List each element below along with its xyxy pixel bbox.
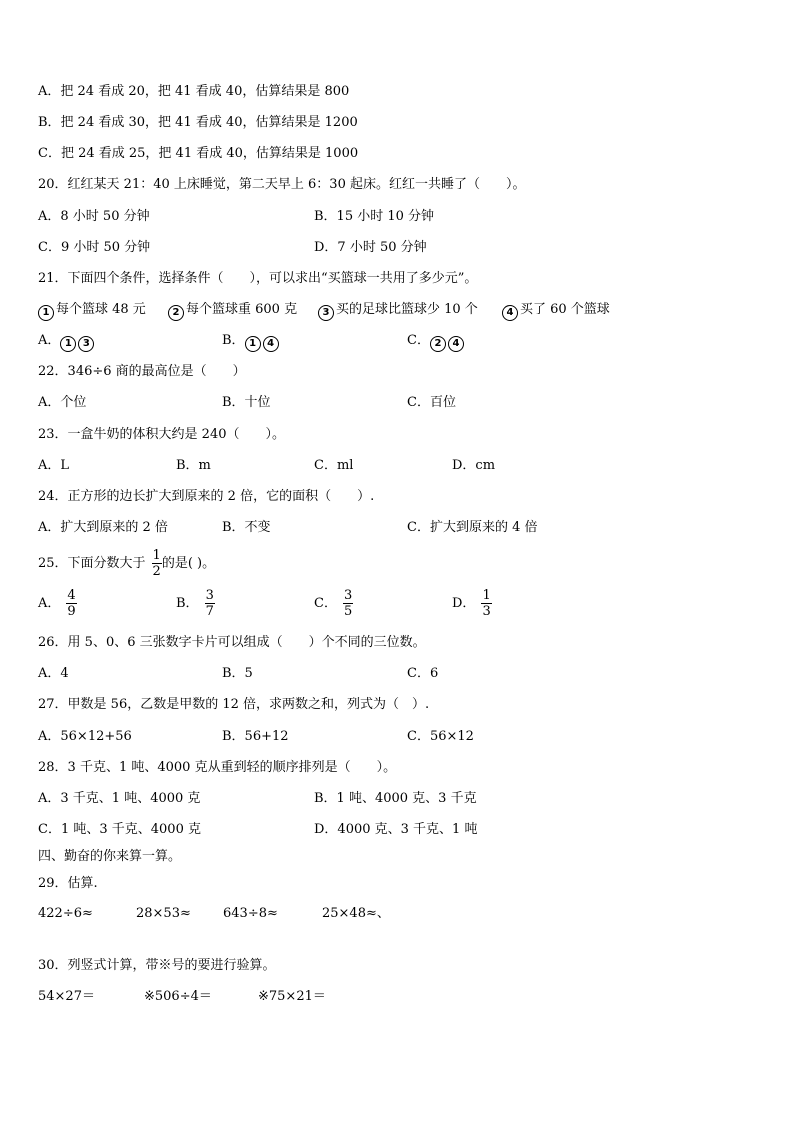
q30-item-2: ※506÷4＝ — [144, 989, 212, 1004]
q28-option-b: B．1 吨、4000 克、3 千克 — [314, 791, 477, 806]
q27-option-a: A．56×12+56 — [38, 729, 132, 744]
denominator: 9 — [67, 604, 76, 619]
q20-option-b: B．15 小时 10 分钟 — [314, 209, 435, 224]
fraction — [343, 588, 353, 619]
q25-option-b — [176, 588, 215, 620]
q30-stem: 30．列竖式计算，带※号的要进行验算。 — [38, 958, 276, 973]
q26-option-c: C．6 — [407, 666, 439, 681]
q21-option-b — [222, 333, 281, 352]
condition-text: 买的足球比篮球少 10 个 — [336, 302, 478, 317]
q23-stem: 23．一盒牛奶的体积大约是 240（ ）。 — [38, 427, 285, 442]
q25-option-c — [314, 588, 353, 620]
q20-option-c: C．9 小时 50 分钟 — [38, 240, 151, 255]
q23-option-c: C．ml — [314, 458, 354, 473]
option-label: C． — [407, 333, 430, 348]
circled-number-icon: 1 — [38, 305, 54, 321]
q28-option-d: D．4000 克、3 千克、1 吨 — [314, 822, 478, 837]
q25-stem-after: 的是( )。 — [161, 556, 216, 571]
q21-condition-3 — [318, 302, 478, 321]
q23-option-a: A．L — [38, 458, 70, 473]
q20-stem: 20．红红某天 21：40 上床睡觉，第二天早上 6：30 起床。红红一共睡了（ ）。 — [38, 177, 526, 192]
q25-option-a — [38, 588, 77, 620]
circled-number-icon: 1 — [245, 336, 261, 352]
option-label: A． — [38, 333, 61, 348]
circled-number-icon: 3 — [318, 305, 334, 321]
q23-option-b: B．m — [176, 458, 211, 473]
numerator: 3 — [343, 588, 353, 603]
q30-item-3: ※75×21＝ — [258, 989, 326, 1004]
q25-option-d — [452, 588, 492, 620]
q21-option-a — [38, 333, 96, 352]
q19-option-b: B．把 24 看成 30，把 41 看成 40，估算结果是 1200 — [38, 115, 358, 130]
q21-option-c — [407, 333, 466, 352]
condition-text: 买了 60 个篮球 — [520, 302, 610, 317]
denominator: 3 — [482, 604, 491, 619]
option-label: B． — [176, 596, 199, 611]
fraction — [205, 588, 215, 619]
q22-option-c: C．百位 — [407, 395, 456, 410]
fraction — [66, 588, 76, 619]
circled-number-icon: 2 — [168, 305, 184, 321]
numerator: 4 — [67, 588, 76, 603]
fraction — [152, 548, 162, 579]
denominator: 5 — [343, 604, 353, 619]
numerator: 1 — [482, 588, 491, 603]
q29-item-1: 422÷6≈ — [38, 906, 93, 921]
condition-text: 每个篮球 48 元 — [56, 302, 146, 317]
numerator: 3 — [205, 588, 214, 603]
circled-number-icon: 4 — [263, 336, 279, 352]
q21-condition-1 — [38, 302, 146, 321]
q29-item-3: 643÷8≈ — [223, 906, 278, 921]
option-label: D． — [452, 596, 476, 611]
circled-number-icon: 1 — [60, 336, 76, 352]
q22-stem: 22．346÷6 商的最高位是（ ） — [38, 364, 246, 379]
q21-stem: 21．下面四个条件，选择条件（ ），可以求出“买篮球一共用了多少元”。 — [38, 271, 478, 286]
numerator: 1 — [152, 548, 161, 563]
q22-option-b: B．十位 — [222, 395, 271, 410]
q26-stem: 26．用 5、0、6 三张数字卡片可以组成（ ）个不同的三位数。 — [38, 635, 426, 650]
option-label: B． — [222, 333, 245, 348]
q26-option-a: A．4 — [38, 666, 69, 681]
q27-option-b: B．56+12 — [222, 729, 289, 744]
q28-option-c: C．1 吨、3 千克、4000 克 — [38, 822, 201, 837]
q21-condition-4 — [502, 302, 610, 321]
q24-option-a: A．扩大到原来的 2 倍 — [38, 520, 168, 535]
q26-option-b: B．5 — [222, 666, 253, 681]
denominator: 2 — [152, 564, 161, 579]
q29-stem: 29．估算. — [38, 876, 98, 891]
option-label: A． — [38, 596, 61, 611]
option-label: C． — [314, 596, 337, 611]
circled-number-icon: 4 — [448, 336, 464, 352]
q20-option-a: A．8 小时 50 分钟 — [38, 209, 150, 224]
q22-option-a: A．个位 — [38, 395, 87, 410]
condition-text: 每个篮球重 600 克 — [186, 302, 298, 317]
q29-item-4: 25×48≈、 — [322, 906, 390, 921]
q27-option-c: C．56×12 — [407, 729, 474, 744]
q19-option-a: A．把 24 看成 20，把 41 看成 40，估算结果是 800 — [38, 84, 350, 99]
q25-stem-before: 25．下面分数大于 — [38, 556, 146, 571]
q27-stem: 27．甲数是 56，乙数是甲数的 12 倍，求两数之和，列式为（ ）. — [38, 697, 430, 712]
denominator: 7 — [205, 604, 214, 619]
q30-item-1: 54×27＝ — [38, 989, 95, 1004]
q28-stem: 28．3 千克、1 吨、4000 克从重到轻的顺序排列是（ ）。 — [38, 760, 397, 775]
q24-option-b: B．不变 — [222, 520, 271, 535]
section-heading: 四、勤奋的你来算一算。 — [38, 849, 182, 864]
q28-option-a: A．3 千克、1 吨、4000 克 — [38, 791, 201, 806]
q24-option-c: C．扩大到原来的 4 倍 — [407, 520, 538, 535]
q23-option-d: D．cm — [452, 458, 496, 473]
q29-item-2: 28×53≈ — [136, 906, 191, 921]
q21-condition-2 — [168, 302, 297, 321]
q19-option-c: C．把 24 看成 25，把 41 看成 40，估算结果是 1000 — [38, 146, 359, 161]
fraction — [481, 588, 491, 619]
circled-number-icon: 2 — [430, 336, 446, 352]
q24-stem: 24．正方形的边长扩大到原来的 2 倍，它的面积（ ）. — [38, 489, 375, 504]
circled-number-icon: 4 — [502, 305, 518, 321]
circled-number-icon: 3 — [78, 336, 94, 352]
q20-option-d: D．7 小时 50 分钟 — [314, 240, 427, 255]
q25-stem — [38, 548, 215, 580]
